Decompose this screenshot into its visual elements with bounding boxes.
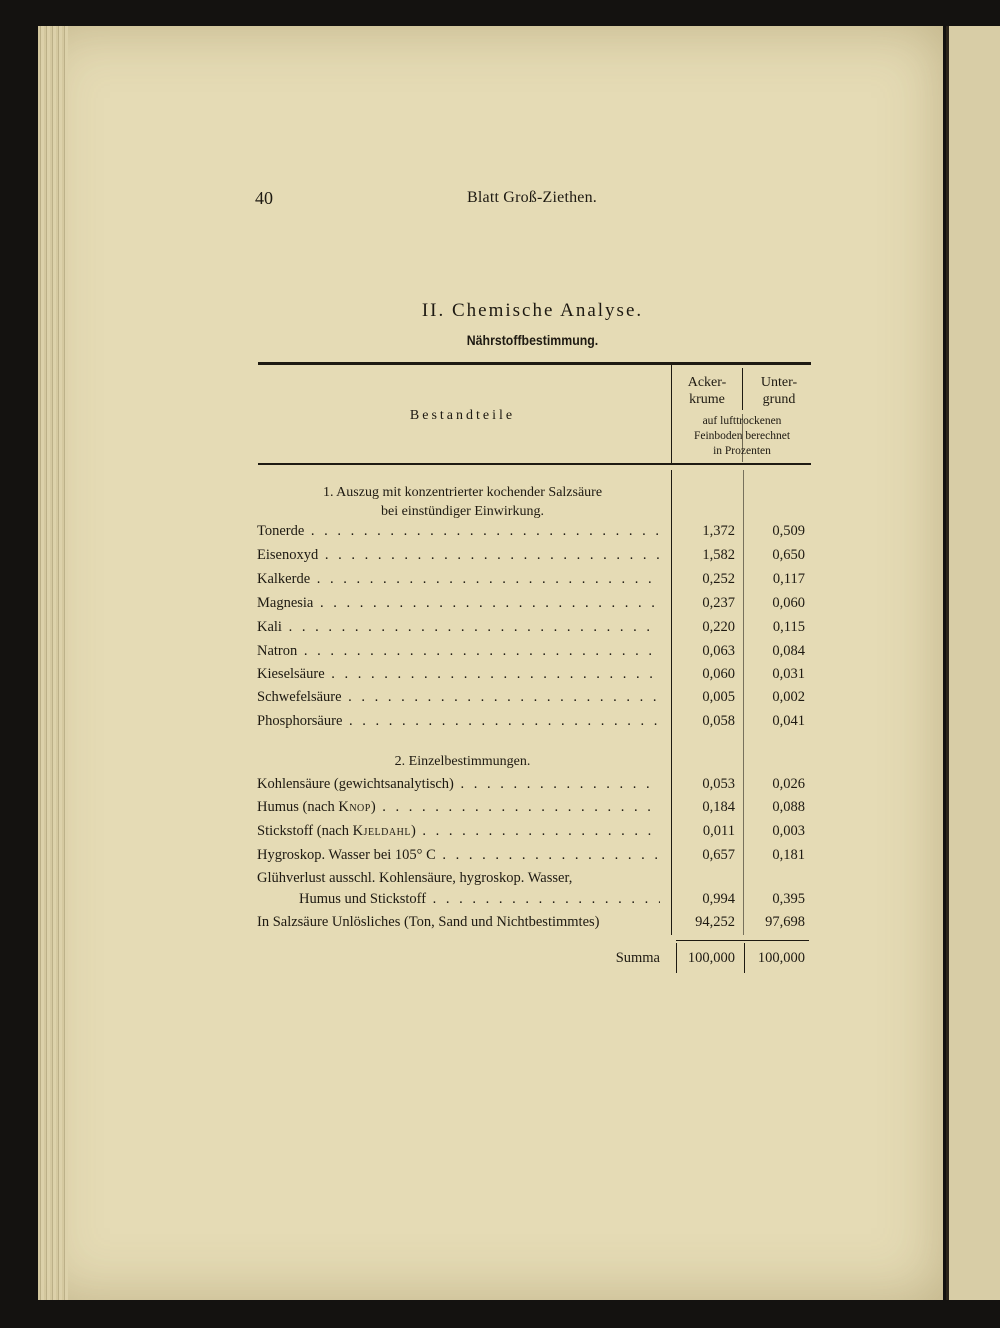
value-ackerkrume: 0,058 [702,713,735,729]
column-unit-note-line2: Feinboden berechnet [693,430,791,442]
table-top-rule [258,362,811,365]
table-row [255,643,810,665]
value-ackerkrume: 94,252 [695,914,735,930]
summa-untergrund: 100,000 [757,950,805,966]
row-label [257,799,660,816]
row-label: Schwefelsäure . . . [257,689,660,706]
value-untergrund: 0,395 [772,891,805,907]
value-untergrund: 0,084 [772,643,805,659]
table-row [255,823,810,845]
value-ackerkrume: 0,220 [702,619,735,635]
group1-heading-line1: 1. Auszug mit konzentrierter kochender Salzsäure [322,485,603,500]
table-row [255,914,810,936]
running-title: Blatt Groß-Ziethen. [467,189,597,206]
value-ackerkrume: 0,053 [702,776,735,792]
row-label: Hygroskop. Wasser bei 105° C . . . [257,847,660,864]
column-heading-untergrund-line2: grund [762,392,796,407]
value-untergrund: 0,003 [772,823,805,839]
section-subtitle: Nährstoffbestimmung. [466,332,599,348]
row-label: Kieselsäure . . . [257,666,660,683]
row-label [257,823,660,840]
row-label: Tonerde . . . [257,523,660,540]
row-label-line1: Glühverlust ausschl. Kohlensäure, hygroskop. Wasser, [257,870,573,886]
table-row [255,666,810,688]
value-ackerkrume: 0,994 [702,891,735,907]
summa-rule [676,940,809,941]
value-untergrund: 0,509 [772,523,805,539]
value-ackerkrume: 0,184 [702,799,735,815]
value-untergrund: 0,002 [772,689,805,705]
table-row [255,713,810,735]
row-label: In Salzsäure Unlösliches (Ton, Sand und Nichtbestimmtes) [257,914,600,930]
value-ackerkrume: 0,252 [702,571,735,587]
table-row [255,776,810,798]
table-row [255,619,810,641]
value-untergrund: 0,060 [772,595,805,611]
table-row [255,571,810,593]
column-unit-note-line1: auf lufttrockenen [702,415,782,427]
row-label-suffix: ) [410,823,416,839]
column-heading-untergrund [745,374,813,408]
row-label-line2: Humus und Stickstoff . . . [299,891,660,908]
column-heading-ackerkrume-line1: Acker- [687,375,727,390]
value-ackerkrume: 1,582 [702,547,735,563]
summa-divider-mid [744,943,745,973]
page-number: 40 [255,188,273,208]
value-untergrund: 97,698 [765,914,805,930]
table-row [255,595,810,617]
header-bottom-rule [258,463,811,465]
row-label: Eisenoxyd . . . [257,547,660,564]
column-heading-untergrund-line1: Unter- [760,375,798,390]
value-ackerkrume: 0,011 [702,823,735,839]
page-edges [38,26,68,1300]
summa-ackerkrume: 100,000 [687,950,735,966]
column-unit-note [672,414,812,459]
column-divider-mid-head [742,368,743,410]
column-heading-ackerkrume [672,374,742,408]
row-label-suffix: ) [370,799,376,815]
row-label-text: Humus (nach [257,799,339,815]
value-untergrund: 0,117 [772,571,805,587]
row-label: Magnesia . . . [257,595,660,612]
value-ackerkrume: 0,060 [702,666,735,682]
value-untergrund: 0,041 [772,713,805,729]
value-untergrund: 0,115 [772,619,805,635]
value-ackerkrume: 0,237 [702,595,735,611]
row-label: Kohlensäure (gewichtsanalytisch) . . . [257,776,660,793]
value-untergrund: 0,026 [772,776,805,792]
column-heading-ackerkrume-line2: krume [689,392,725,407]
author-name: Kjeldahl [352,823,411,839]
group1-heading-line2: bei einstündiger Einwirkung. [381,504,544,519]
table-row [255,547,810,569]
value-untergrund: 0,088 [772,799,805,815]
table-row [255,870,810,914]
summa-label: Summa [615,950,660,966]
value-untergrund: 0,650 [772,547,805,563]
table-row [255,799,810,821]
value-ackerkrume: 0,063 [702,643,735,659]
row-label: Phosphorsäure . . . [257,713,660,730]
row-label: Kali . . . [257,619,660,636]
table-row [255,847,810,869]
author-name: Knop [338,799,371,815]
page-header [255,188,605,210]
row-label-text: Stickstoff (nach [257,823,353,839]
group2-heading: 2. Einzelbestimmungen. [394,754,531,769]
value-untergrund: 0,181 [772,847,805,863]
column-heading-bestandteile: Bestandteile [409,408,516,423]
row-label: Kalkerde . . . [257,571,660,588]
value-ackerkrume: 0,005 [702,689,735,705]
value-untergrund: 0,031 [772,666,805,682]
table-row [255,689,810,711]
section-title: II. Chemische Analyse. [421,300,644,321]
row-label: Natron . . . [257,643,660,660]
value-ackerkrume: 0,657 [702,847,735,863]
table-row [255,523,810,545]
column-unit-note-line3: in Prozenten [713,445,771,457]
adjacent-page [946,26,1000,1300]
group1-heading [255,483,670,521]
value-ackerkrume: 1,372 [702,523,735,539]
